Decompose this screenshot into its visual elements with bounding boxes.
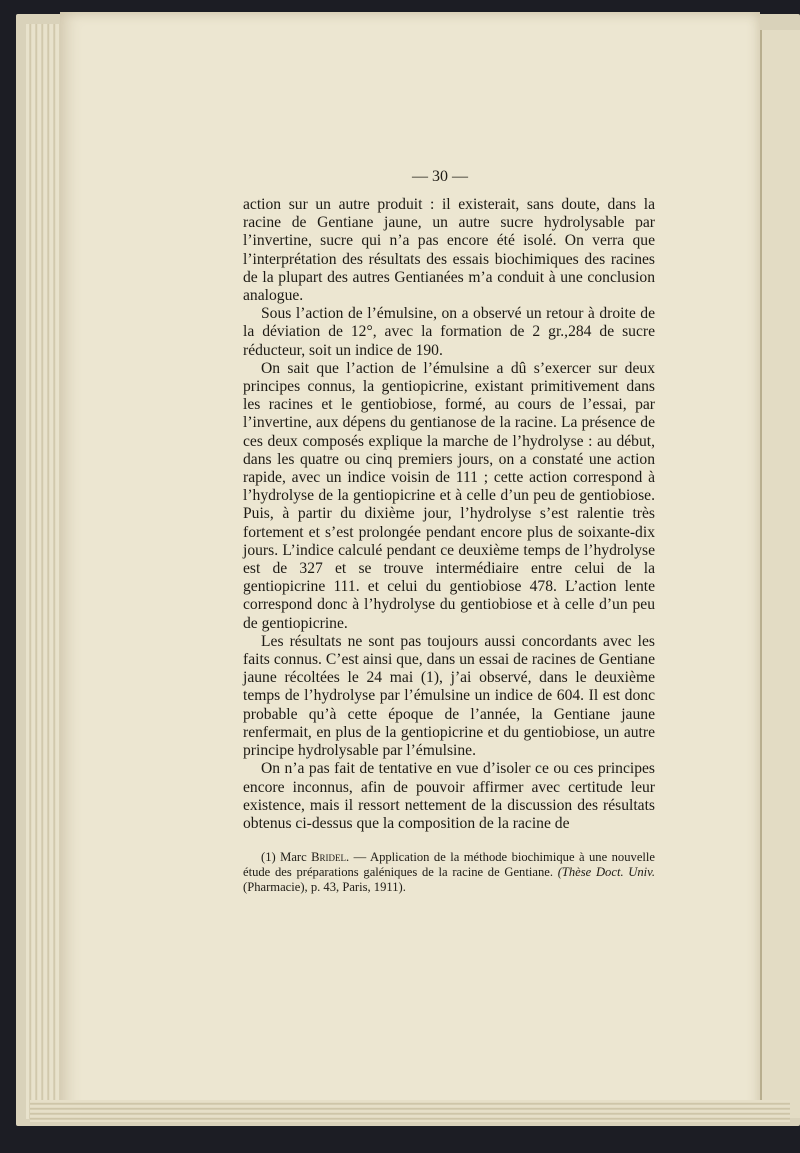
footnote-author: Bridel. [311,850,350,864]
footnote-text: — Application de la méthode biochimique à une nouvelle étude des préparations galéniques de la racine de Gentiane. [243,850,655,879]
footnote-marker: (1) Marc [261,850,307,864]
page-bottom-edge [30,1100,790,1122]
footnote-thesis: (Thèse Doct. Univ. [557,865,655,879]
paragraph: Les résultats ne sont pas toujours aussi concordants avec les faits connus. C’est ainsi que, dans un essai de racines de Gentiane jaune récoltées le 24 mai (1), j’ai observé, dans le deuxième temps de l’hydrolyse par l’émulsine un indice de 604. Il est donc probable qu’à cette époque de l’année, la Gentiane jaune renfermait, en plus de la gentiopicrine et du gentiobiose, un autre principe hydrolysable par l’émulsine. [243,632,655,760]
paragraph: On n’a pas fait de tentative en vue d’isoler ce ou ces principes encore inconnus, afin de pouvoir affirmer avec certitude leur existence, mais il ressort nettement de la discussion des résultats obtenus ci-dessus que la composition de la racine de [243,760,655,832]
page-number: — 30 — [412,168,468,185]
paragraph: On sait que l’action de l’émulsine a dû s’exercer sur deux principes connus, la gentiopicrine, existant primitivement dans les racines et le gentiobiose, formé, au cours de l’essai, par l’invertine, aux dépens du gentianose de la racine. La présence de ces deux composés explique la marche de l’hydrolyse : au début, dans les quatre ou cinq premiers jours, on a constaté une action rapide, avec un indice voisin de 111 ; cette action correspond à l’hydrolyse de la gentiopicrine et à celle d’un peu de gentiobiose. Puis, à partir du dixième jour, l’hydrolyse s’est ralentie très fortement et s’est prolongée pendant encore plus de soixante-dix jours. L’indice calculé pendant ce deuxième temps de l’hydrolyse est de 327 et se trouve intermédiaire entre celui de la gentiopicrine 111. et celui du gentiobiose 478. L’action lente correspond donc à l’hydrolyse du gentiobiose et à celle d’un peu de gentiopicrine. [243,359,655,632]
facing-page-edge [760,30,800,1118]
footnote [243,850,655,895]
paragraph: Sous l’action de l’émulsine, on a observé un retour à droite de la déviation de 12°, avec la formation de 2 gr.,284 de sucre réducteur, soit un indice de 190. [243,305,655,359]
footnote-rest: (Pharmacie), p. 43, Paris, 1911). [243,880,406,894]
body-text [243,196,655,833]
paragraph: action sur un autre produit : il existerait, sans doute, dans la racine de Gentiane jaune, un autre sucre hydrolysable par l’invertine, sucre qui n’a pas encore été isolé. On verra que l’interprétation des résultats des essais biochimiques des racines de la plupart des autres Gentianées m’a conduit à une conclusion analogue. [243,196,655,305]
